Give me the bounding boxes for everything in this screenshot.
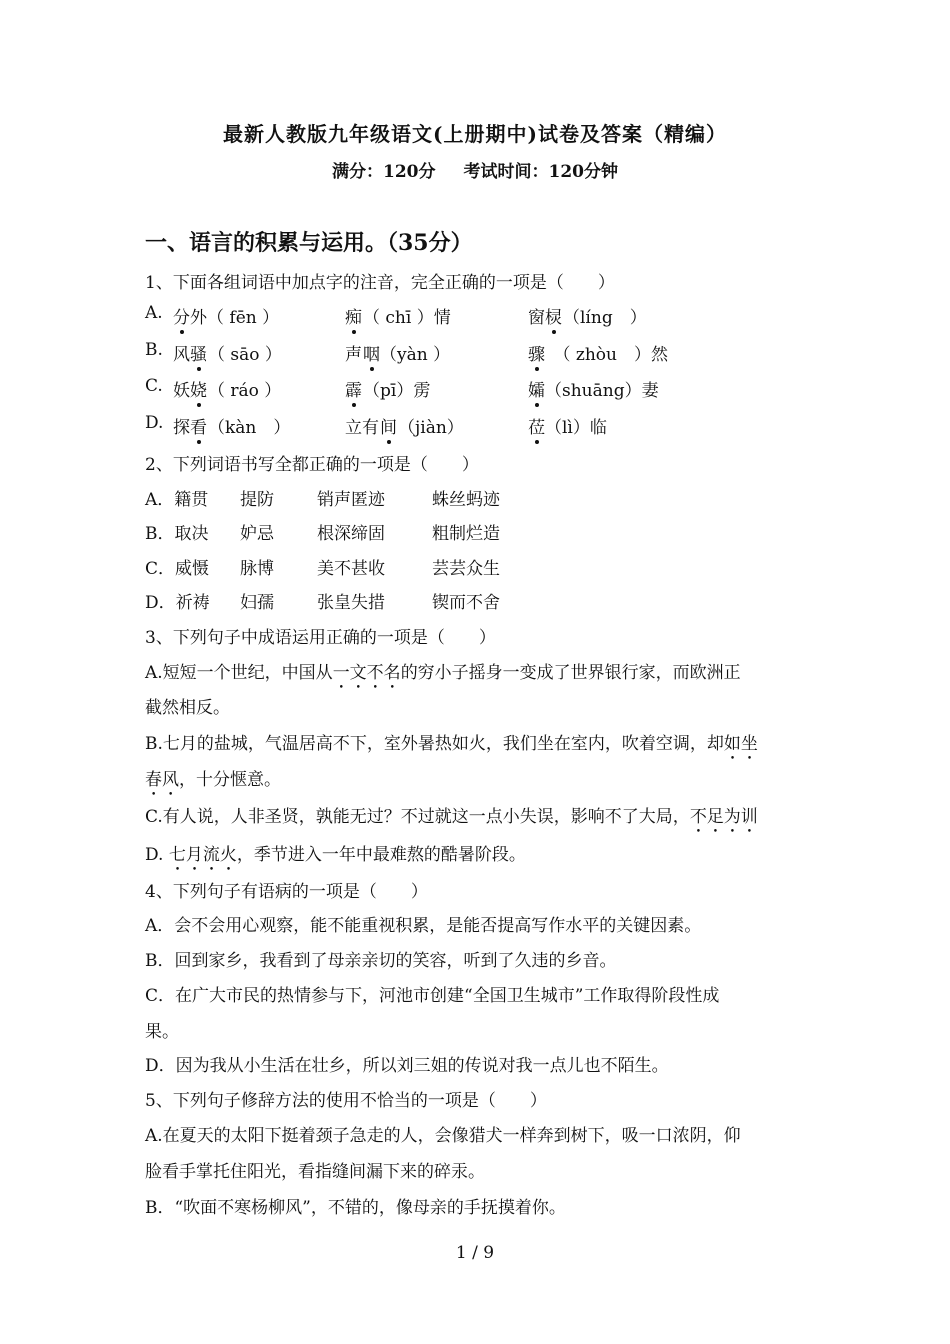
q4-option-c-line1: C．在广大市民的热情参与下，河池市创建“全国卫生城市”工作取得阶段性成 xyxy=(145,986,720,1006)
q3-option-a-line1: A.短短一个世纪，中国从一文不名的穷小子摇身一变成了世界银行家，而欧洲正 xyxy=(145,663,741,683)
full-score: 满分：120分 xyxy=(332,162,436,182)
q4-option-b: B．回到家乡，我看到了母亲亲切的笑容，听到了久违的乡音。 xyxy=(145,951,617,971)
q3-option-b-line1: B.七月的盐城，气温居高不下，室外暑热如火，我们坐在室内，吹着空调，却如坐 xyxy=(145,734,758,754)
page-number: 1 / 9 xyxy=(455,1243,495,1263)
exam-page: 最新人教版九年级语文(上册期中)试卷及答案（精编） 满分：120分 考试时间：120分钟 一、语言的积累与运用。（35分） 1、下面各组词语中加点字的注音，完全正确的一项是（ ） A. 分 外（ fēn ） 痴 （ chī ）情 窗 棂 （líng ） B. 风 骚 （ sāo ） 声 咽 （yàn ） 骤 （ zhòu ）然 C. 妖 娆 （ ráo ） 霹 （pī）雳 孀 （shuāng）妻 D. 探 看 （kàn ） 立有 间 （jiàn） 莅 （lì）临 2、下列词语书写全都正确的一项是（ ） A．籍贯 提防 销声匿迹 蛛丝蚂迹 B．取决 妒忌 根深缔固 粗制烂造 C．威慑 脉博 美不甚收 芸芸众生 D．祈祷 妇孺 张皇失措 锲而不舍 3、下列句子中成语运用正确的一项是（ ） A.短短一个世纪，中国从一文不名的穷小子摇身一变成了世界银行家，而欧洲正 截然相反。 B.七月的盐城，气温居高不下，室外暑热如火，我们坐在室内，吹着空调，却如坐 春风，十分惬意。 C.有人说，人非圣贤，孰能无过？不过就这一点小失误，影响不了大局，不足为训 D. 七月流火，季节进入一年中最难熬的酷暑阶段。 4、下列句子有语病的一项是（ ） A．会不会用心观察，能不能重视积累，是能否提高写作水平的关键因素。 B．回到家乡，我看到了母亲亲切的笑容，听到了久违的乡音。 C．在广大市民的热情参与下，河池市创建“全国卫生城市”工作取得阶段性成 果。 D．因为我从小生活在壮乡，所以刘三姐的传说对我一点儿也不陌生。 5、下列句子修辞方法的使用不恰当的一项是（ ） A.在夏天的太阳下挺着颈子急走的人，会像猎犬一样奔到树下，吸一口浓阴，仰 脸看手掌托住阳光，看指缝间漏下来的碎汞。 B．“吹面不寒杨柳风”，不错的，像母亲的手抚摸着你。 1 / 9 xyxy=(0,0,950,1344)
q2-stem: 2、下列词语书写全都正确的一项是（ ） xyxy=(145,455,479,475)
q5-option-a-line1: A.在夏天的太阳下挺着颈子急走的人，会像猎犬一样奔到树下，吸一口浓阴，仰 xyxy=(145,1126,741,1146)
q4-option-a: A．会不会用心观察，能不能重视积累，是能否提高写作水平的关键因素。 xyxy=(145,916,702,936)
q5-option-b: B．“吹面不寒杨柳风”，不错的，像母亲的手抚摸着你。 xyxy=(145,1198,566,1218)
q3-option-b-line2: 春风，十分惬意。 xyxy=(145,770,281,790)
q5-stem: 5、下列句子修辞方法的使用不恰当的一项是（ ） xyxy=(145,1091,547,1111)
q1-stem: 1、下面各组词语中加点字的注音，完全正确的一项是（ ） xyxy=(145,273,615,293)
exam-time: 考试时间：120分钟 xyxy=(463,162,618,182)
q3-option-c: C.有人说，人非圣贤，孰能无过？不过就这一点小失误，影响不了大局，不足为训 xyxy=(145,807,758,827)
q3-stem: 3、下列句子中成语运用正确的一项是（ ） xyxy=(145,628,496,648)
section-heading: 一、语言的积累与运用。（35分） xyxy=(145,230,473,256)
q4-option-d: D．因为我从小生活在壮乡，所以刘三姐的传说对我一点儿也不陌生。 xyxy=(145,1056,669,1076)
page-title: 最新人教版九年级语文(上册期中)试卷及答案（精编） xyxy=(223,122,727,146)
q4-stem: 4、下列句子有语病的一项是（ ） xyxy=(145,882,428,902)
q3-option-a-line2: 截然相反。 xyxy=(145,698,230,718)
q4-option-c-line2: 果。 xyxy=(145,1022,179,1042)
page-subtitle xyxy=(0,157,950,182)
q3-option-d: D. 七月流火，季节进入一年中最难熬的酷暑阶段。 xyxy=(145,845,526,865)
q5-option-a-line2: 脸看手掌托住阳光，看指缝间漏下来的碎汞。 xyxy=(145,1162,485,1182)
